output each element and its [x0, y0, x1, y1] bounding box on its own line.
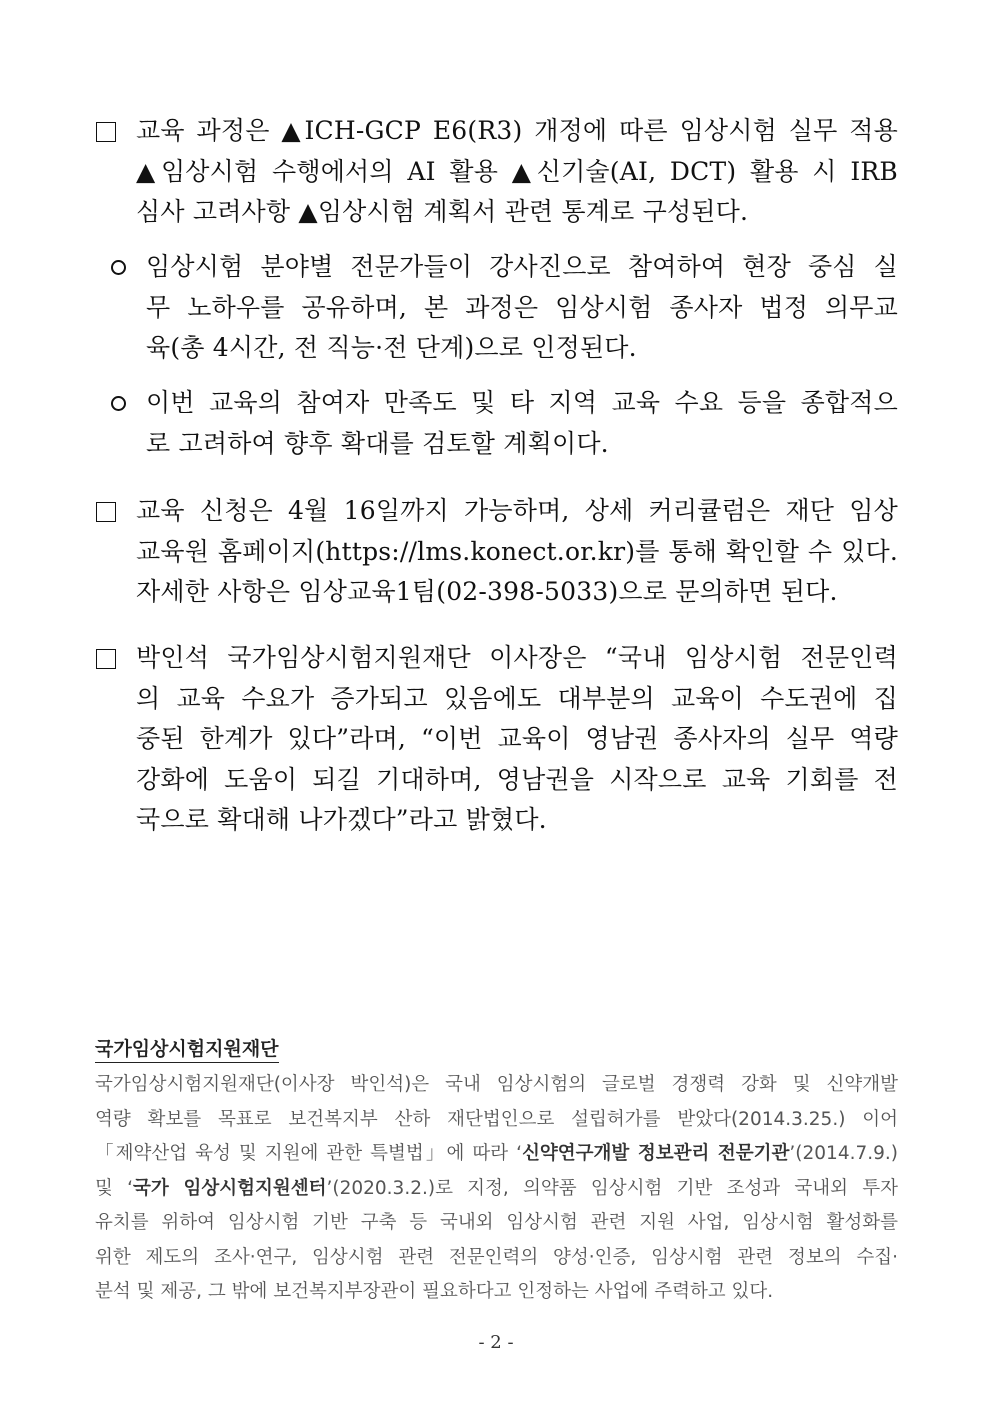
paragraph-line: 교육 신청은 4월 16일까지 가능하며, 상세 커리큘럼은 재단 임상 [136, 496, 898, 525]
square-bullet-icon [96, 122, 116, 142]
footer-line [95, 1275, 898, 1310]
paragraph-line: 국으로 확대해 나가겠다”라고 밝혔다. [136, 805, 547, 834]
paragraph-expansion-plan [146, 383, 898, 464]
paragraph-line: 무 노하우를 공유하며, 본 과정은 임상시험 종사자 법정 의무교 [146, 292, 898, 322]
paragraph-line: 임상시험 분야별 전문가들이 강사진으로 참여하여 현장 중심 실 [146, 252, 898, 281]
paragraph-curriculum [136, 111, 898, 233]
paragraph-line: 중된 한계가 있다”라며, “이번 교육이 영남권 종사자의 실무 역량 [136, 724, 898, 753]
footer-text: 역량 확보를 목표로 보건복지부 산하 재단법인으로 설립허가를 받았다(2014.3.25.) 이어 [95, 1108, 898, 1130]
footer-text: 분석 및 제공, 그 밖에 보건복지부장관이 필요하다고 인정하는 사업에 주력하고 있다. [95, 1281, 774, 1302]
page-number: - 2 - [478, 1332, 514, 1353]
footer-line [95, 1068, 898, 1103]
paragraph-line: 교육원 홈페이지(https://lms.konect.or.kr)를 통해 확인할 수 있다. [136, 536, 898, 566]
footer-line [95, 1103, 898, 1138]
paragraph-registration [136, 491, 898, 613]
paragraph-line: 자세한 사항은 임상교육1팀(02-398-5033)으로 문의하면 된다. [136, 577, 838, 606]
footer-text: ’(2014.7.9.) [789, 1143, 898, 1164]
paragraph-line: 로 고려하여 향후 확대를 검토할 계획이다. [146, 428, 609, 458]
footer-text: 국가임상시험지원재단(이사장 박인석)은 국내 임상시험의 글로벌 경쟁력 강화 및 신약개발 [95, 1074, 898, 1095]
footer-title: 국가임상시험지원재단 [95, 1036, 279, 1063]
footer-line [95, 1172, 898, 1207]
square-bullet-icon [96, 502, 116, 522]
footer-about-text [95, 1068, 898, 1310]
footer-line [95, 1206, 898, 1241]
footer-text: 유치를 위하여 임상시험 기반 구축 등 국내외 임상시험 관련 지원 사업, 임상시험 활성화를 [95, 1212, 898, 1233]
paragraph-line: 의 교육 수요가 증가되고 있음에도 대부분의 교육이 수도권에 집 [136, 683, 898, 713]
footer-text: 위한 제도의 조사·연구, 임상시험 관련 전문인력의 양성·인증, 임상시험 관련 정보의 수집· [95, 1246, 898, 1268]
footer-line [95, 1137, 898, 1172]
footer-text: 및 ‘ [95, 1177, 133, 1199]
paragraph-instructors [146, 247, 898, 369]
paragraph-line: 강화에 도움이 되길 기대하며, 영남권을 시작으로 교육 기회를 전 [136, 764, 898, 794]
circle-bullet-icon [111, 396, 126, 411]
paragraph-line: 육(총 4시간, 전 직능·전 단계)으로 인정된다. [146, 333, 637, 362]
footer-line [95, 1241, 898, 1276]
footer-bold-text: 국가 임상시험지원센터 [132, 1177, 327, 1199]
square-bullet-icon [96, 649, 116, 669]
footer-text: ’(2020.3.2.)로 지정, 의약품 임상시험 기반 조성과 국내외 투자 [326, 1177, 899, 1199]
circle-bullet-icon [111, 260, 126, 275]
paragraph-line: 박인석 국가임상시험지원재단 이사장은 “국내 임상시험 전문인력 [136, 643, 898, 672]
footer-bold-text: 신약연구개발 정보관리 전문기관 [522, 1143, 790, 1164]
footer-text: 「제약산업 육성 및 지원에 관한 특별법」에 따라 ‘ [95, 1143, 523, 1164]
paragraph-chairman-quote [136, 638, 898, 841]
paragraph-line: 심사 고려사항 ▲임상시험 계획서 관련 통계로 구성된다. [136, 197, 749, 226]
paragraph-line: ▲임상시험 수행에서의 AI 활용 ▲신기술(AI, DCT) 활용 시 IRB [136, 156, 898, 186]
paragraph-line: 교육 과정은 ▲ICH-GCP E6(R3) 개정에 따른 임상시험 실무 적용 [136, 116, 898, 145]
paragraph-line: 이번 교육의 참여자 만족도 및 타 지역 교육 수요 등을 종합적으 [146, 388, 898, 417]
